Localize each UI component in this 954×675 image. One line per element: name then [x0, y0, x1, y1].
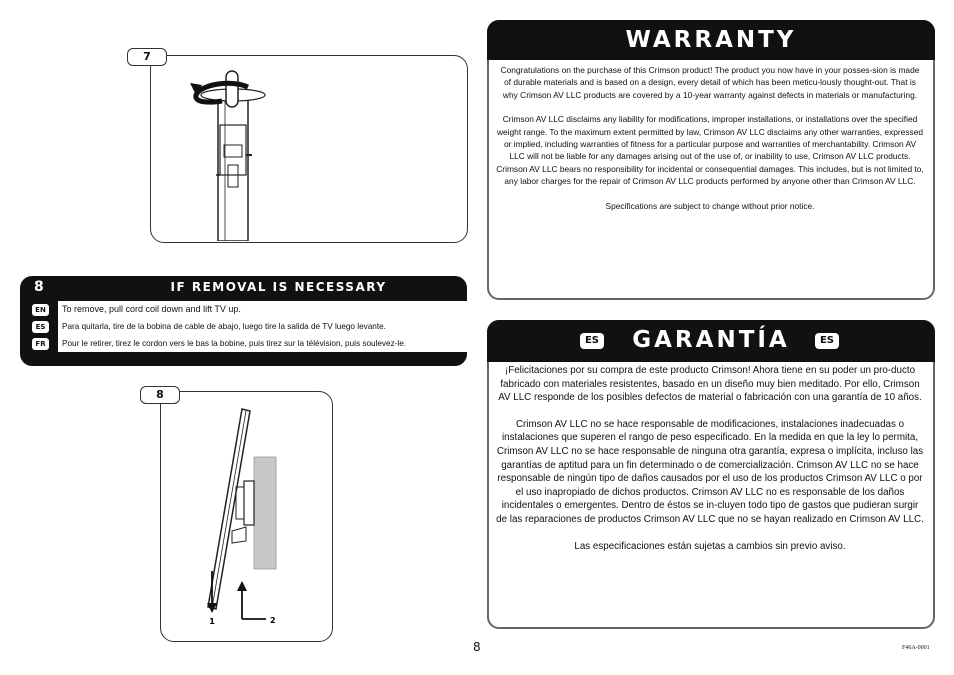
warranty-es-body: [495, 364, 925, 553]
instruction-fr: Pour le retirer, tirez le cordon vers le bas la bobine, puis tirez sur la télévision, puis soulevez-le.: [58, 335, 467, 352]
instruction-en: To remove, pull cord coil down and lift TV up.: [58, 301, 467, 318]
figure-7-label: 7: [127, 48, 167, 66]
warranty-es-para-2: Crimson AV LLC no se hace responsable de modificaciones, instalaciones inadecuadas o instalaciones que superen el rango de peso especificado. En la medida en que la ley lo permita, Crimson AV LLC no se hace responsable de ninguna otra garantía, expresa o implícita, incluso las garantías de aptitud para un fin determinado o de comercialización. Crimson AV LLC no se hace responsable de ningún tipo de daños causados por el uso de los productos Crimson AV LLC o por el uso inapropiado de dichos productos. Crimson AV LLC no es responsable de los daños incidentales o emergentes. Dentro de éstos se in-cluyen todo tipo de gastos que pudieran surgir de las reparaciones de productos Crimson AV LLC que no se hayan realizado en Crimson AV LLC.: [496, 418, 924, 525]
warranty-en-para-3: Specifications are subject to change without prior notice.: [605, 200, 815, 211]
tv-removal-illustration: [160, 391, 331, 640]
step-number: 8: [34, 279, 44, 295]
warranty-en-title: WARRANTY: [625, 27, 797, 53]
warranty-es-para-1: ¡Felicitaciones por su compra de este producto Crimson! Ahora tiene en su poder un pro-ducto fabricado con materiales resistentes, basado en un diseño muy bien meditado. Por ello, Crimson AV LLC responde de los posibles defectos de material o fabricación con una garantía de 10 años.: [498, 365, 922, 404]
lang-badge-en: EN: [32, 304, 49, 316]
step-8-panel: [20, 276, 467, 366]
warranty-es-para-3: Las especificaciones están sujetas a cambios sin previo aviso.: [574, 540, 846, 552]
es-badge-left: ES: [580, 333, 604, 349]
warranty-es-title-bar: [487, 320, 935, 362]
pole-illustration-fig7: [150, 55, 466, 241]
warranty-en-body: [496, 64, 924, 212]
warranty-en-title-bar: [487, 20, 935, 60]
warranty-en-para-2: Crimson AV LLC disclaims any liability for modifications, improper installations, or installations over the specified weight range. To the maximum extent permitted by law, Crimson AV LLC disclaims any other warranties, expressed or implied, including warranties of fitness for a particular purpose and warranties of merchantability. Crimson AV LLC will not be liable for any damages arising out of the use of, or inability to use, Crimson AV LLC products. Crimson AV LLC bears no responsibility for incidental or consequential damages. This includes, but is not limited to, any labor charges for the repair of Crimson AV LLC products performed by anyone other than Crimson AV LLC.: [496, 114, 924, 187]
es-badge-right: ES: [815, 333, 839, 349]
instruction-es: Para quitarla, tire de la bobina de cable de abajo, luego tire la salida de TV luego levante.: [58, 318, 467, 335]
document-code: F46A-0001: [902, 645, 930, 651]
warranty-es-title: GARANTÍA: [632, 327, 790, 353]
figure-8-label: 8: [140, 386, 180, 404]
page-number: 8: [473, 640, 481, 654]
lang-badge-es: ES: [32, 321, 49, 333]
arrow-1-label: 1: [209, 617, 215, 626]
arrow-2-label: 2: [270, 616, 276, 625]
step-title: IF REMOVAL IS NECESSARY: [170, 280, 387, 294]
lang-badge-fr: FR: [32, 338, 49, 350]
warranty-en-para-1: Congratulations on the purchase of this Crimson product! The product you now have in your posses-sion is made of durable materials and is based on a design, every detail of which has been meticu-lously thought-out. That is why Crimson AV LLC products are covered by a 10-year warranty against defects in materials or manufacturing.: [500, 65, 920, 100]
